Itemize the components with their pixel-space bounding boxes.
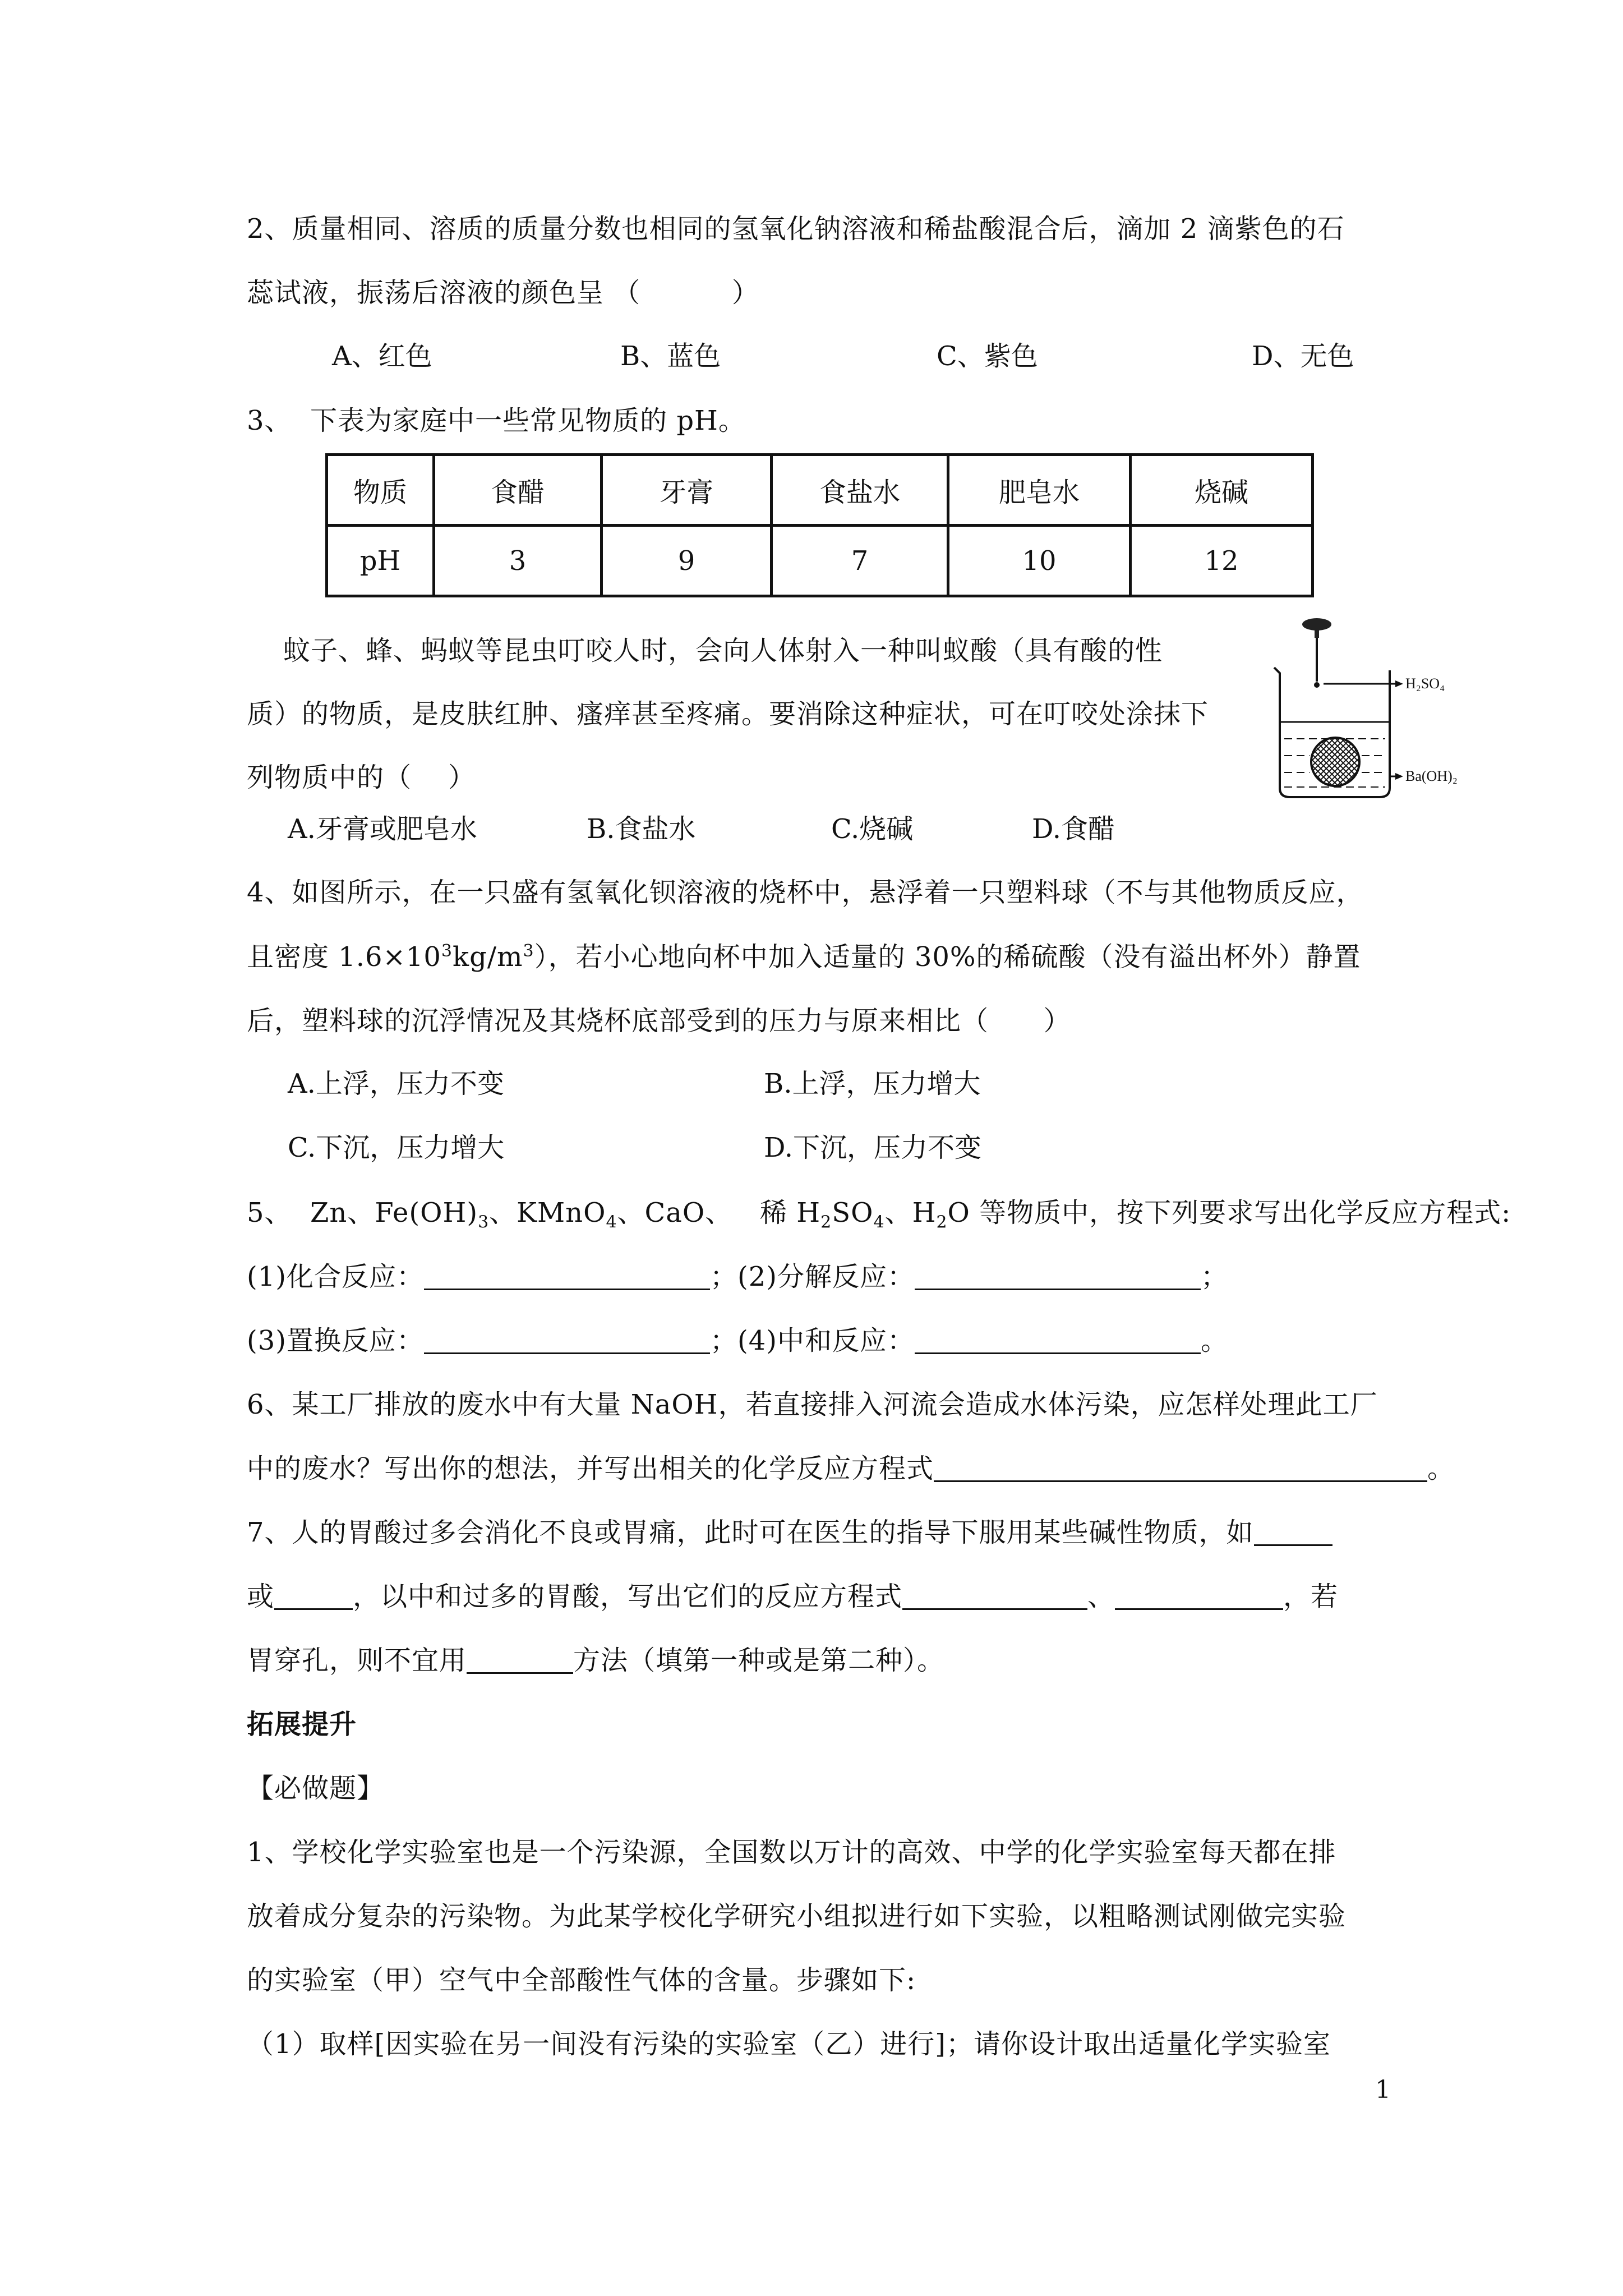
ext1-line-4: （1）取样[因实验在另一间没有污染的实验室（乙）进行]；请你设计取出适量化学实验室 xyxy=(247,2028,1331,2060)
q6-line-2 xyxy=(247,1452,1455,1485)
subscript: 4 xyxy=(606,1212,617,1232)
q4-line-2-text: kg/m xyxy=(453,941,523,973)
answer-blank[interactable] xyxy=(274,1584,353,1610)
q5-text: 5、 Zn、Fe(OH) xyxy=(247,1197,478,1228)
q3-option-b: B.食盐水 xyxy=(587,813,696,845)
q6-text: 中的废水？写出你的想法，并写出相关的化学反应方程式 xyxy=(247,1453,934,1484)
q3-line-1: 蚊子、蜂、蚂蚁等昆虫叮咬人时，会向人体射入一种叫蚁酸（具有酸的性 xyxy=(247,635,1163,666)
exponent: 3 xyxy=(523,941,534,961)
ph-table-cell: 烧碱 xyxy=(1131,455,1313,526)
q2-line-1: 2、质量相同、溶质的质量分数也相同的氢氧化钠溶液和稀盐酸混合后，滴加 2 滴紫色的石 xyxy=(247,213,1345,245)
ph-table-cell: 3 xyxy=(434,526,602,596)
q5-line-1 xyxy=(247,1196,1511,1230)
q3-intro: 3、 下表为家庭中一些常见物质的 pH。 xyxy=(247,405,746,436)
q4-option-b: B.上浮，压力增大 xyxy=(764,1068,981,1099)
ph-table-cell: 物质 xyxy=(327,455,434,526)
answer-blank[interactable] xyxy=(902,1584,1087,1610)
exponent: 3 xyxy=(441,941,453,961)
plastic-ball xyxy=(1311,738,1359,786)
ext1-line-3: 的实验室（甲）空气中全部酸性气体的含量。步骤如下: xyxy=(247,1964,916,1996)
q5-text: SO xyxy=(832,1197,874,1228)
subscript: 4 xyxy=(873,1212,885,1232)
q4-line-2-text: 且密度 1.6×10 xyxy=(247,941,441,973)
ph-table-cell: 7 xyxy=(772,526,948,596)
q7-text: 或 xyxy=(247,1581,275,1612)
q4-option-a: A.上浮，压力不变 xyxy=(288,1068,504,1099)
q7-text: 、 xyxy=(1087,1581,1115,1612)
answer-blank[interactable] xyxy=(934,1456,1427,1482)
q7-line-2 xyxy=(247,1580,1338,1613)
answer-blank[interactable] xyxy=(424,1328,710,1354)
ph-table-cell: 12 xyxy=(1131,526,1313,596)
q2-option-d: D、无色 xyxy=(1252,341,1354,372)
q5-text: 、H xyxy=(884,1197,937,1228)
subscript: 3 xyxy=(478,1212,490,1232)
ph-table-header-row xyxy=(327,455,1313,526)
q3-line-3: 列物质中的（ ） xyxy=(247,762,476,793)
ph-table-cell: 食醋 xyxy=(434,455,602,526)
q5-line-3 xyxy=(247,1324,1228,1358)
q6-line-1: 6、某工厂排放的废水中有大量 NaOH，若直接排入河流会造成水体污染，应怎样处理此工厂 xyxy=(247,1389,1378,1420)
label-h2so4: H₂SO₄ xyxy=(1405,675,1445,692)
q5-text: 、KMnO xyxy=(489,1197,606,1228)
q4-option-d: D.下沉，压力不变 xyxy=(764,1132,982,1163)
answer-blank[interactable] xyxy=(915,1328,1201,1354)
ext1-line-1: 1、学校化学实验室也是一个污染源，全国数以万计的高效、中学的化学实验室每天都在排 xyxy=(247,1837,1336,1868)
q4-line-2 xyxy=(247,940,1361,974)
q7-text: ，以中和过多的胃酸，写出它们的反应方程式 xyxy=(353,1581,903,1612)
q5-text: 、CaO、 稀 H xyxy=(617,1197,821,1228)
q7-line-3 xyxy=(247,1644,944,1677)
answer-blank[interactable] xyxy=(1254,1520,1332,1546)
ph-table-cell: 肥皂水 xyxy=(948,455,1131,526)
q3-line-2: 质）的物质，是皮肤红肿、瘙痒甚至疼痛。要消除这种症状，可在叮咬处涂抹下 xyxy=(247,698,1209,730)
q5-item-3-label: (3)置换反应： xyxy=(247,1325,424,1356)
q5-text: O 等物质中，按下列要求写出化学反应方程式: xyxy=(947,1197,1511,1228)
answer-blank[interactable] xyxy=(424,1264,710,1290)
q3-option-a: A.牙膏或肥皂水 xyxy=(288,813,477,845)
ph-table xyxy=(325,453,1314,597)
section-heading: 拓展提升 xyxy=(247,1709,357,1740)
q2-option-a: A、红色 xyxy=(332,341,432,372)
q4-line-3: 后，塑料球的沉浮情况及其烧杯底部受到的压力与原来相比（ ） xyxy=(247,1005,1071,1037)
ph-table-cell: 9 xyxy=(602,526,772,596)
page-number: 1 xyxy=(1375,2076,1391,2104)
q7-text: ，若 xyxy=(1283,1581,1339,1612)
beaker-figure xyxy=(1267,614,1503,805)
ext1-line-2: 放着成分复杂的污染物。为此某学校化学研究小组拟进行如下实验，以粗略测试刚做完实验 xyxy=(247,1901,1347,1932)
ph-table-cell: 牙膏 xyxy=(602,455,772,526)
q4-option-c: C.下沉，压力增大 xyxy=(288,1132,505,1163)
ph-table-cell: pH xyxy=(327,526,434,596)
q3-option-c: C.烧碱 xyxy=(831,813,914,845)
answer-blank[interactable] xyxy=(1115,1584,1283,1610)
q7-line-1 xyxy=(247,1516,1332,1549)
q7-text: 胃穿孔，则不宜用 xyxy=(247,1645,467,1676)
q5-punct: 。 xyxy=(1201,1325,1229,1356)
label-baoh2: Ba(OH)₂ xyxy=(1405,768,1458,784)
q5-item-2-label: ；(2)分解反应： xyxy=(710,1261,915,1292)
q7-text: 方法（填第一种或是第二种）。 xyxy=(573,1645,945,1676)
ph-table-cell: 10 xyxy=(948,526,1131,596)
q5-item-1-label: (1)化合反应： xyxy=(247,1261,424,1292)
q2-option-b: B、蓝色 xyxy=(620,341,721,372)
q4-line-2-text: ），若小心地向杯中加入适量的 30%的稀硫酸（没有溢出杯外）静置 xyxy=(534,941,1361,973)
subscript: 2 xyxy=(936,1212,948,1232)
ph-table-value-row xyxy=(327,526,1313,596)
q4-line-1: 4、如图所示，在一只盛有氢氧化钡溶液的烧杯中，悬浮着一只塑料球（不与其他物质反应， xyxy=(247,877,1364,908)
answer-blank[interactable] xyxy=(915,1264,1201,1290)
q5-line-2 xyxy=(247,1260,1228,1294)
answer-blank[interactable] xyxy=(467,1648,573,1674)
q5-item-4-label: ；(4)中和反应： xyxy=(710,1325,915,1356)
q2-line-2: 蕊试液，振荡后溶液的颜色呈 （ ） xyxy=(247,277,759,309)
ph-table-cell: 食盐水 xyxy=(772,455,948,526)
q2-option-c: C、紫色 xyxy=(937,341,1038,372)
q6-punct: 。 xyxy=(1427,1453,1455,1484)
q5-punct: ； xyxy=(1201,1261,1229,1292)
q7-text: 7、人的胃酸过多会消化不良或胃痛，此时可在医生的指导下服用某些碱性物质，如 xyxy=(247,1517,1254,1548)
section-subheading: 【必做题】 xyxy=(247,1773,385,1804)
subscript: 2 xyxy=(820,1212,832,1232)
q3-option-d: D.食醋 xyxy=(1032,813,1115,845)
